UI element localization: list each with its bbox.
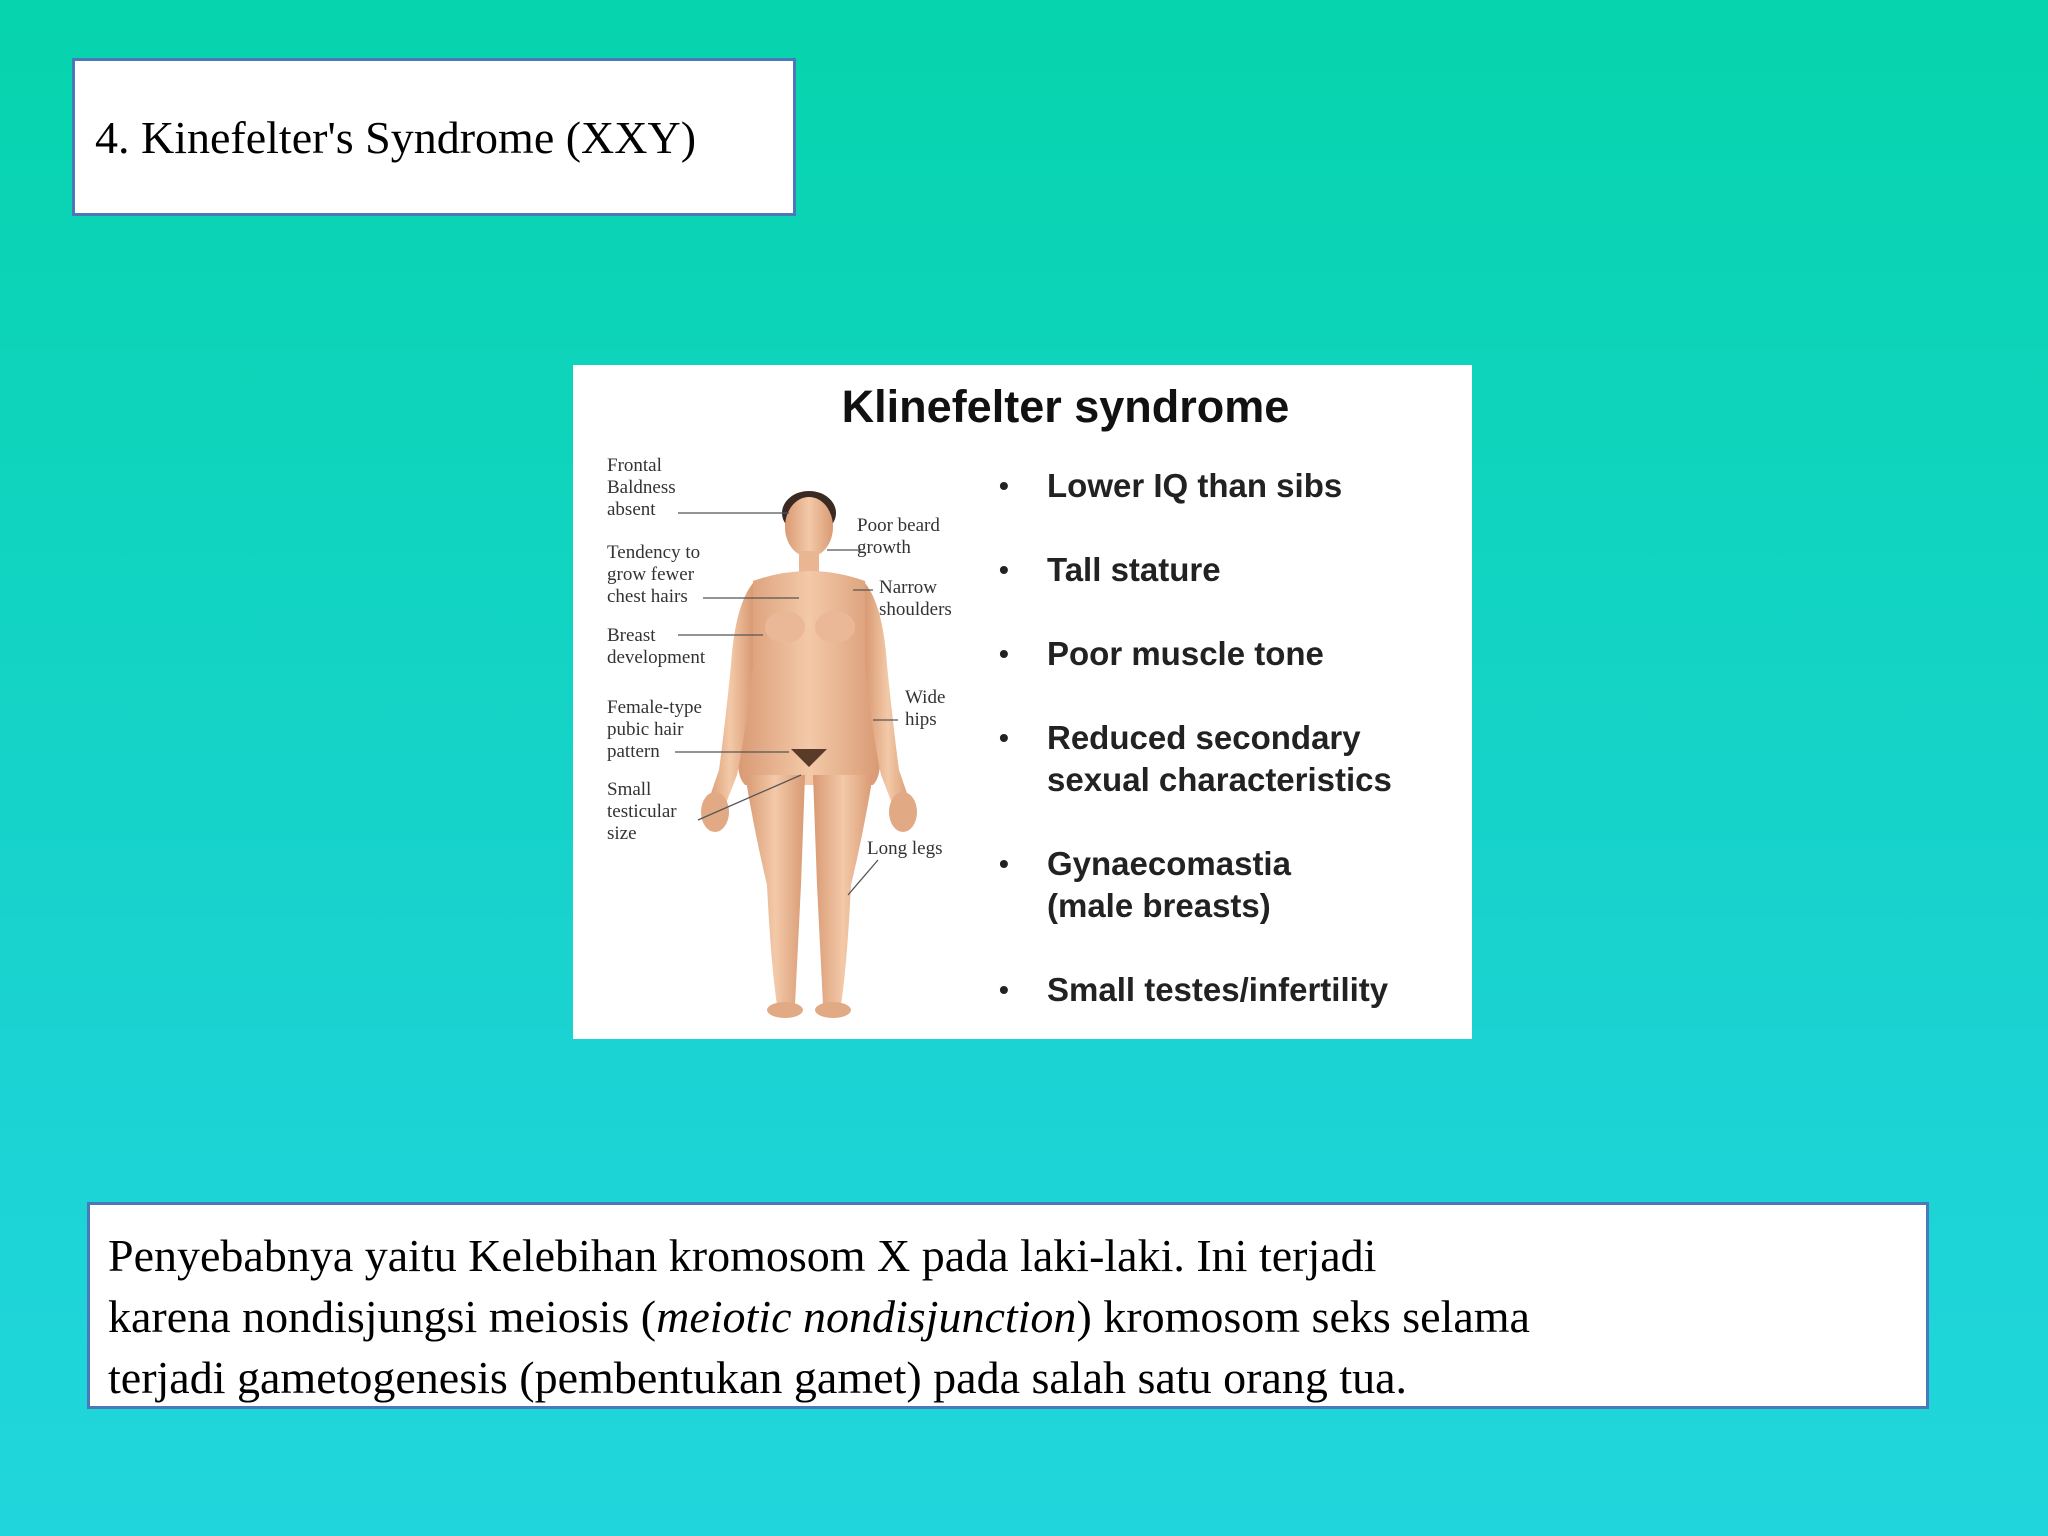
symptom-item: • Small testes/infertility bbox=[999, 969, 1392, 1011]
label-testicular-size: Small testicular size bbox=[607, 779, 677, 844]
description-italic-term: meiotic nondisjunction bbox=[656, 1291, 1077, 1342]
label-pubic-hair: Female-type pubic hair pattern bbox=[607, 697, 702, 762]
symptom-item: • Lower IQ than sibs bbox=[999, 465, 1392, 507]
symptom-item: • Reduced secondary sexual characteristics bbox=[999, 717, 1392, 801]
symptom-item: • Poor muscle tone bbox=[999, 633, 1392, 675]
description-line-3: terjadi gametogenesis (pembentukan gamet) pada salah satu orang tua. bbox=[108, 1352, 1408, 1403]
label-frontal-baldness: Frontal Baldness absent bbox=[607, 455, 676, 520]
label-narrow-shoulders: Narrow shoulders bbox=[879, 577, 952, 620]
slide-title: 4. Kinefelter's Syndrome (XXY) bbox=[95, 112, 697, 163]
label-breast-development: Breast development bbox=[607, 625, 706, 668]
label-chest-hairs: Tendency to grow fewer chest hairs bbox=[607, 542, 701, 607]
label-long-legs: Long legs bbox=[867, 838, 943, 859]
label-beard-growth: Poor beard growth bbox=[857, 515, 940, 558]
klinefelter-figure bbox=[573, 365, 1472, 1039]
description-line-1: Penyebabnya yaitu Kelebihan kromosom X pada laki-laki. Ini terjadi bbox=[108, 1230, 1377, 1281]
symptom-item: • Gynaecomastia (male breasts) bbox=[999, 843, 1392, 927]
symptom-list bbox=[999, 465, 1392, 1011]
description-line-2 bbox=[108, 1286, 1908, 1347]
slide-title-box bbox=[72, 58, 796, 216]
label-wide-hips: Wide hips bbox=[905, 687, 946, 730]
description-box bbox=[87, 1202, 1929, 1409]
figure-title: Klinefelter syndrome bbox=[841, 381, 1290, 432]
description-line-2-start: karena nondisjungsi meiosis ( bbox=[108, 1291, 657, 1342]
description-line-2-end: ) kromosom seks selama bbox=[1076, 1291, 1530, 1342]
symptom-item: • Tall stature bbox=[999, 549, 1392, 591]
